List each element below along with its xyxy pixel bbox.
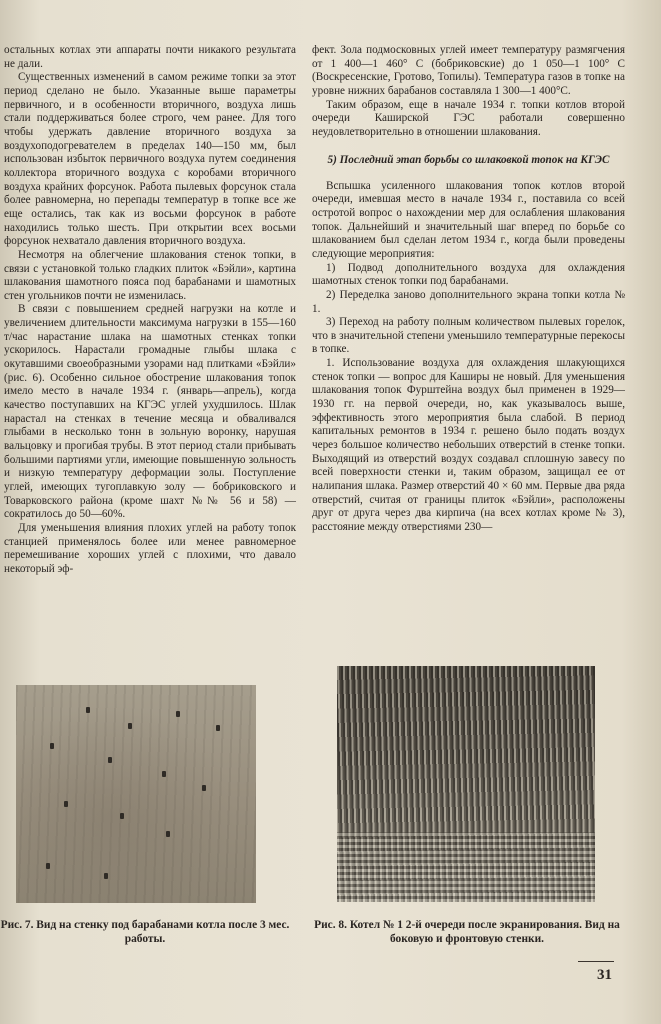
brick-hole: [46, 863, 50, 869]
brick-hole: [108, 757, 112, 763]
paragraph: Существенных изменений в самом режиме топки за этот период сделано не было. Указанные выше параметры первичного, и в особенности вторичного, воздуха лишь стали поддерживаться более строго, чем ранее. Для того чтобы удержать давление вторичного воздуха за воздухоподогревателем в пределах 140—150 мм, был использован избыток первичного воздуха путем соединения коллектора вторичного воздуха с коробами вторичного воздуха крайних форсунок. Работа пылевых форсунок стала более равномерна, но перепады температур в топке все же еще остались, так как из восьми форсунок в работе находились только шесть. При открытии всех восьми форсунок нехватало давления вторичного воздуха.: [4, 71, 296, 248]
figure-8-photo: [337, 666, 595, 902]
figure-7-photo: [16, 685, 256, 903]
paragraph: остальных котлах эти аппараты почти никакого результата не дали.: [4, 44, 296, 70]
right-text-column: [312, 44, 625, 535]
brick-hole: [202, 785, 206, 791]
brick-hole: [86, 707, 90, 713]
brick-hole: [50, 743, 54, 749]
paragraph: Несмотря на облегчение шлакования стенок топки, в связи с установкой только гладких плиток «Бэйли», картина шлакования шамотного пояса под барабанами и шамотных стен угольников почти не изменилась.: [4, 248, 296, 302]
brick-hole: [166, 831, 170, 837]
paragraph: фект. Зола подмосковных углей имеет температуру размягчения от 1 400—1 460° С (бобриковские) до 1 050—1 100° С (Воскресенские, Гротово, Топилы). Температура газов в топке на уровне нижних барабанов составляла 1 300—1 400°С.: [312, 44, 625, 97]
paragraph: 1) Подвод дополнительного воздуха для охлаждения шамотных стенок топки под барабанами.: [312, 261, 625, 288]
brick-hole: [176, 711, 180, 717]
paragraph: 2) Переделка заново дополнительного экрана топки котла № 1.: [312, 288, 625, 315]
page-number: 31: [597, 967, 612, 983]
paragraph: В связи с повышением средней нагрузки на котле и увеличением длительности максимума нагрузки в 155—160 т/час нарастание шлака на шамотных стенках топки ускорилось. Нарастали громадные глыбы шлака с окутавшими своеобразными узорами над плитками «Бэйли» (рис. 6). Особенно сильное обострение шлакования топок имело место в начале 1934 г. (январь—апрель), когда качество поступавших на КГЭС углей ухудшилось. Шлак нарастал на стенках в течение месяца и обваливался глыбами в несколько тонн в зольную воронку, нарушая вальцовку и прогибая трубы. В этот период стали прибывать большими партиями угли, имеющие повышенную зольность и низкую температуру деформации золы. Поступление углей, имеющих тугоплавкую золу — бобриковского и Товарковского района (кроме шахт №№ 56 и 58) — сократилось до 50—60%.: [4, 303, 296, 521]
brick-hole: [162, 771, 166, 777]
figure-8-caption: Рис. 8. Котел № 1 2-й очереди после экранирования. Вид на боковую и фронтовую стенки.: [314, 919, 620, 945]
brick-hole: [104, 873, 108, 879]
paragraph: Вспышка усиленного шлакования топок котлов второй очереди, имевшая место в начале 1934 г., поставила со всей остротой вопрос о нахождении мер для ослабления шлакования топок. Дальнейший и значительный шаг вперед по борьбе со шлакованием был сделан летом 1934 г., когда были проведены следующие мероприятия:: [312, 179, 625, 260]
paragraph: Таким образом, еще в начале 1934 г. топки котлов второй очереди Каширской ГЭС работали совершенно неудовлетворительно в отношении шлакования.: [312, 98, 625, 138]
section-heading: 5) Последний этап борьбы со шлаковкой топок на КГЭС: [327, 153, 610, 166]
paragraph: 3) Переход на работу полным количеством пылевых горелок, что в значительной степени уменьшило температурные перекосы в топке.: [312, 316, 625, 356]
figure-7-caption: Рис. 7. Вид на стенку под барабанами котла после 3 мес. работы.: [0, 919, 290, 945]
brick-hole: [120, 813, 124, 819]
left-text-column: [4, 44, 296, 577]
paragraph: 1. Использование воздуха для охлаждения шлакующихся стенок топки — вопрос для Каширы не новый. Для уменьшения шлакования топок Фурштейна воздух был применен в 1929—1930 гг. на первой очереди, но, как указывалось выше, эффективность этого мероприятия была слабой. В период капитальных ремонтов в 1934 г. решено было подать воздух через большое количество небольших отверстий в стенке топки. Выходящий из отверстий воздух создавал сплошную завесу по всей поверхности стенки и, таким образом, защищал ее от налипания шлака. Размер отверстий 40 × 60 мм. Первые два ряда отверстий, считая от границы плиток «Бэйли», расположены друг от друга через два кирпича (на всех котлах кроме № 3), расстояние между отверстиями 230—: [312, 357, 625, 533]
paragraph: Для уменьшения влияния плохих углей на работу топок станцией применялось более или менее равномерное перемешивание хороших углей с плохими, что давало некоторый эф-: [4, 521, 296, 575]
brick-hole: [64, 801, 68, 807]
brick-hole: [216, 725, 220, 731]
brick-hole: [128, 723, 132, 729]
page-number-rule: [578, 961, 614, 962]
